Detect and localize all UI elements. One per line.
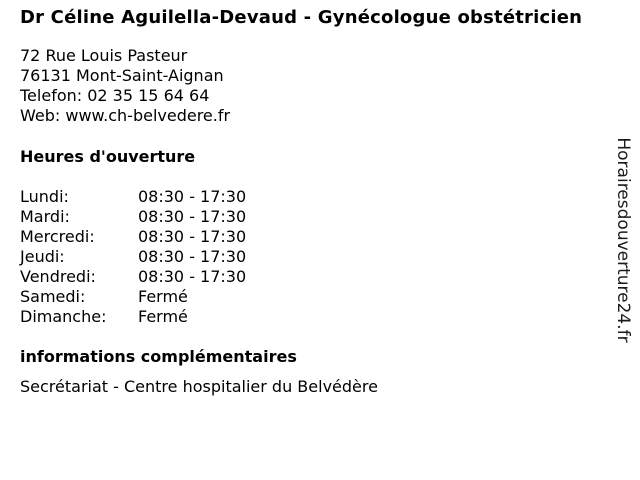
day-hours: 08:30 - 17:30	[138, 187, 247, 206]
opening-hours-table	[20, 187, 605, 327]
day-hours: 08:30 - 17:30	[138, 247, 247, 266]
address-block	[20, 46, 605, 126]
day-hours: 08:30 - 17:30	[138, 227, 247, 246]
hours-row-sunday	[20, 307, 605, 327]
day-hours: 08:30 - 17:30	[138, 267, 247, 286]
city-address: 76131 Mont-Saint-Aignan	[20, 66, 224, 85]
day-label: Samedi:	[20, 287, 86, 306]
additional-info-heading: informations complémentaires	[20, 347, 297, 366]
day-label: Dimanche:	[20, 307, 107, 326]
page-title: Dr Céline Aguilella-Devaud - Gynécologue obstétricien	[20, 7, 583, 28]
watermark: Horairesdouverture24.fr	[613, 137, 633, 343]
hours-row-tuesday	[20, 207, 605, 227]
hours-row-friday	[20, 267, 605, 287]
street-address: 72 Rue Louis Pasteur	[20, 46, 188, 65]
day-label: Mercredi:	[20, 227, 95, 246]
phone-number: Telefon: 02 35 15 64 64	[20, 86, 210, 105]
day-hours: Fermé	[138, 287, 188, 306]
day-hours: Fermé	[138, 307, 188, 326]
day-label: Mardi:	[20, 207, 70, 226]
business-card	[20, 8, 605, 397]
hours-row-saturday	[20, 287, 605, 307]
opening-hours-heading: Heures d'ouverture	[20, 147, 196, 166]
day-label: Lundi:	[20, 187, 69, 206]
hours-row-monday	[20, 187, 605, 207]
hours-row-thursday	[20, 247, 605, 267]
day-hours: 08:30 - 17:30	[138, 207, 247, 226]
additional-info-text: Secrétariat - Centre hospitalier du Belvédère	[20, 377, 378, 396]
hours-row-wednesday	[20, 227, 605, 247]
website: Web: www.ch-belvedere.fr	[20, 106, 231, 125]
day-label: Vendredi:	[20, 267, 96, 286]
day-label: Jeudi:	[20, 247, 65, 266]
